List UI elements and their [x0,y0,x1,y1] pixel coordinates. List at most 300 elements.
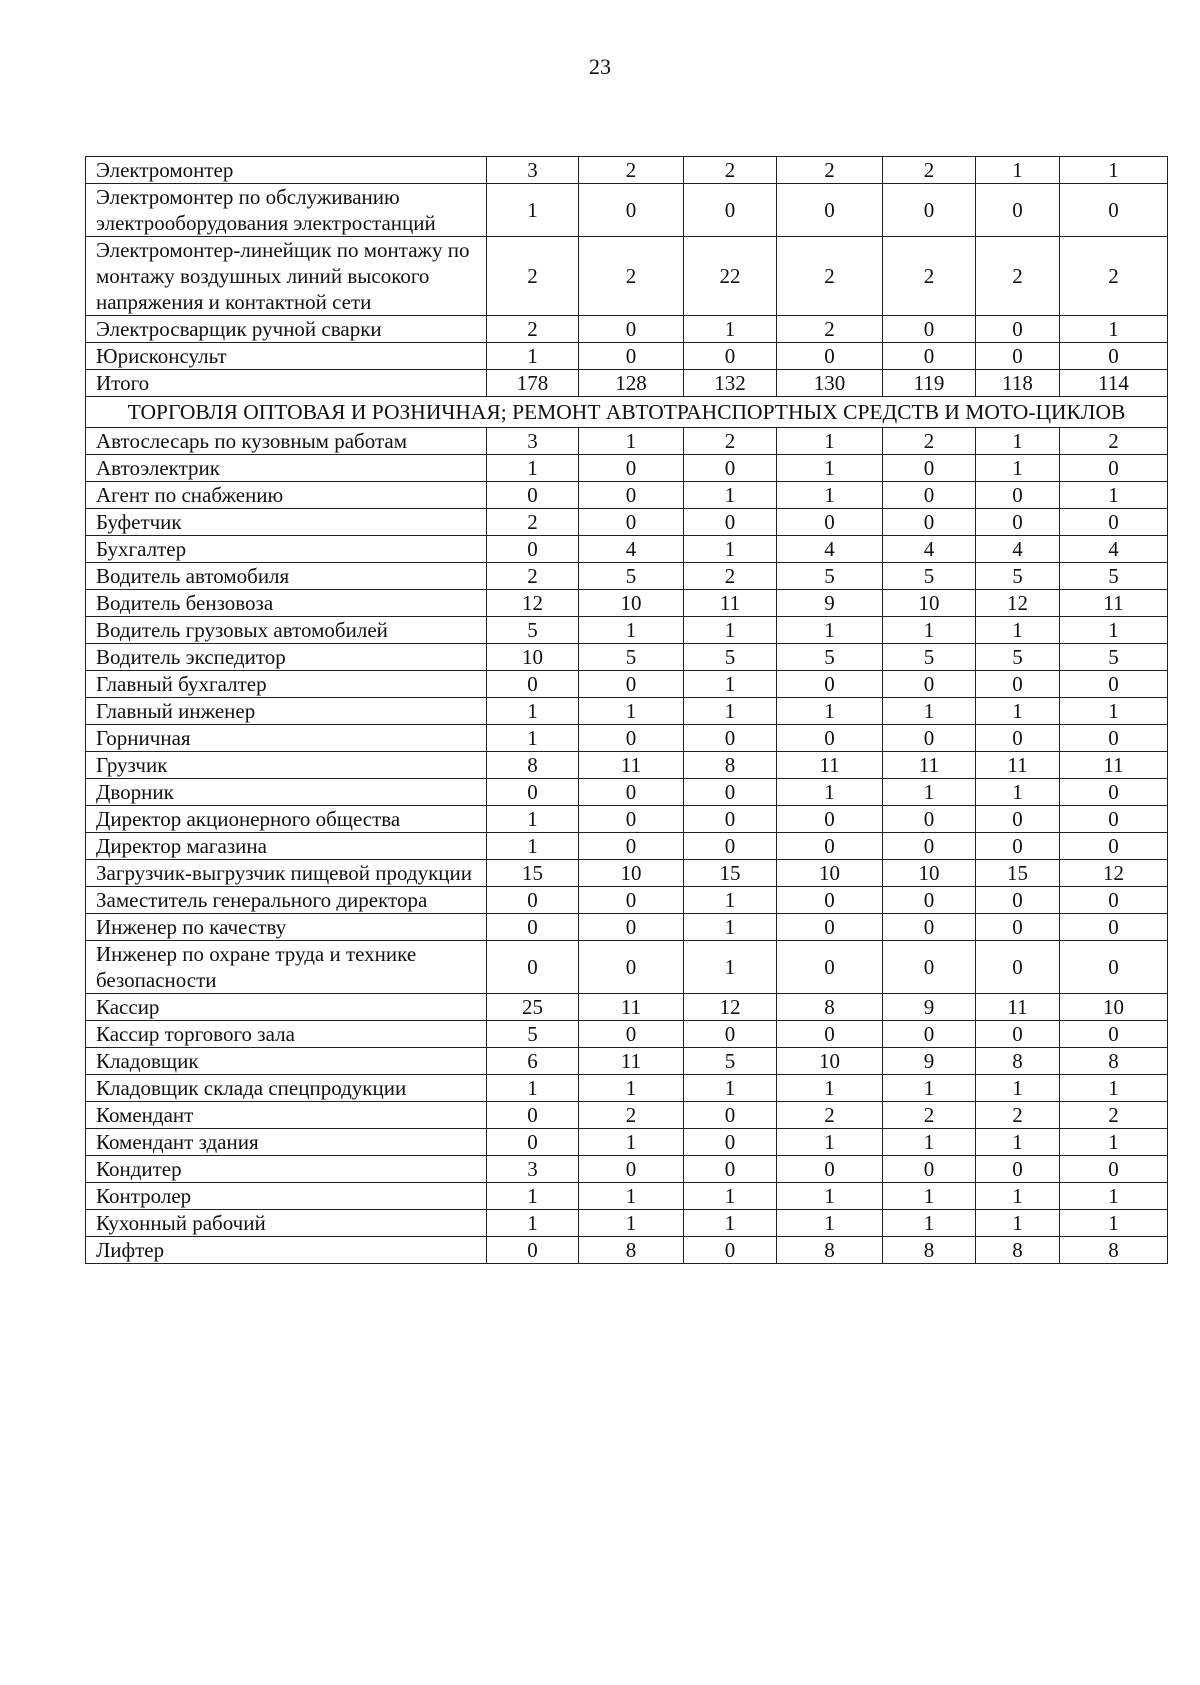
value-cell: 1 [1060,698,1168,725]
value-cell: 5 [883,563,976,590]
occupation-name: Кондитер [86,1156,487,1183]
occupation-name: Загрузчик-выгрузчик пищевой продукции [86,860,487,887]
value-cell: 2 [883,428,976,455]
value-cell: 0 [684,779,777,806]
value-cell: 8 [976,1048,1060,1075]
value-cell: 1 [487,698,579,725]
value-cell: 0 [579,482,684,509]
value-cell: 2 [883,1102,976,1129]
table-row [86,887,1168,914]
table-row [86,482,1168,509]
value-cell: 0 [777,806,883,833]
value-cell: 0 [579,343,684,370]
value-cell: 0 [777,343,883,370]
value-cell: 1 [684,941,777,994]
value-cell: 5 [777,563,883,590]
value-cell: 2 [777,237,883,316]
value-cell: 2 [777,1102,883,1129]
value-cell: 1 [976,1183,1060,1210]
section-title: ТОРГОВЛЯ ОПТОВАЯ И РОЗНИЧНАЯ; РЕМОНТ АВТОТРАНСПОРТНЫХ СРЕДСТВ И МОТО-ЦИКЛОВ [86,397,1168,428]
table-row [86,316,1168,343]
value-cell: 0 [1060,914,1168,941]
value-cell: 12 [976,590,1060,617]
occupation-name: Автослесарь по кузовным работам [86,428,487,455]
value-cell: 2 [777,316,883,343]
table-row [86,1183,1168,1210]
value-cell: 10 [883,860,976,887]
occupation-name: Электромонтер-линейщик по монтажу по монтажу воздушных линий высокого напряжения и контактной сети [86,237,487,316]
value-cell: 0 [684,1156,777,1183]
value-cell: 5 [487,1021,579,1048]
table-row [86,1210,1168,1237]
value-cell: 4 [976,536,1060,563]
value-cell: 8 [1060,1237,1168,1264]
value-cell: 2 [883,237,976,316]
value-cell: 0 [579,725,684,752]
value-cell: 1 [883,1075,976,1102]
value-cell: 0 [777,833,883,860]
occupation-name: Бухгалтер [86,536,487,563]
table-row [86,1021,1168,1048]
value-cell: 0 [684,806,777,833]
value-cell: 0 [684,509,777,536]
value-cell: 9 [883,1048,976,1075]
value-cell: 0 [777,671,883,698]
occupation-name: Электросварщик ручной сварки [86,316,487,343]
value-cell: 0 [684,184,777,237]
value-cell: 0 [579,914,684,941]
value-cell: 1 [487,184,579,237]
page-number: 23 [589,54,611,79]
value-cell: 1 [976,617,1060,644]
value-cell: 0 [579,509,684,536]
value-cell: 11 [976,994,1060,1021]
value-cell: 1 [579,698,684,725]
value-cell: 1 [579,1210,684,1237]
value-cell: 0 [1060,343,1168,370]
table-body-top [86,157,1168,397]
value-cell: 0 [976,509,1060,536]
value-cell: 0 [1060,725,1168,752]
table-row [86,1129,1168,1156]
value-cell: 3 [487,157,579,184]
table-row [86,725,1168,752]
value-cell: 0 [487,1237,579,1264]
value-cell: 0 [883,671,976,698]
occupation-name: Кладовщик [86,1048,487,1075]
value-cell: 1 [684,1210,777,1237]
value-cell: 119 [883,370,976,397]
value-cell: 0 [1060,941,1168,994]
value-cell: 8 [487,752,579,779]
occupation-name: Инженер по охране труда и технике безопасности [86,941,487,994]
value-cell: 5 [1060,563,1168,590]
value-cell: 1 [777,698,883,725]
value-cell: 2 [976,237,1060,316]
value-cell: 0 [976,343,1060,370]
value-cell: 0 [883,184,976,237]
value-cell: 8 [1060,1048,1168,1075]
table-row [86,941,1168,994]
value-cell: 4 [777,536,883,563]
value-cell: 1 [1060,1075,1168,1102]
value-cell: 2 [883,157,976,184]
value-cell: 0 [777,941,883,994]
table-row [86,509,1168,536]
value-cell: 1 [684,914,777,941]
value-cell: 6 [487,1048,579,1075]
table-row [86,833,1168,860]
value-cell: 25 [487,994,579,1021]
value-cell: 8 [777,1237,883,1264]
value-cell: 0 [579,455,684,482]
value-cell: 1 [579,1183,684,1210]
value-cell: 1 [976,455,1060,482]
value-cell: 0 [684,725,777,752]
value-cell: 0 [1060,671,1168,698]
occupation-name: Комендант [86,1102,487,1129]
value-cell: 0 [883,887,976,914]
value-cell: 1 [684,1183,777,1210]
occupation-name: Электромонтер по обслуживанию электрооборудования электростанций [86,184,487,237]
value-cell: 2 [487,509,579,536]
section-header [86,397,1168,428]
value-cell: 0 [1060,455,1168,482]
value-cell: 2 [684,157,777,184]
table-row [86,860,1168,887]
occupation-name: Горничная [86,725,487,752]
value-cell: 0 [883,833,976,860]
value-cell: 9 [777,590,883,617]
value-cell: 1 [1060,617,1168,644]
value-cell: 1 [777,1075,883,1102]
value-cell: 0 [883,1156,976,1183]
value-cell: 1 [883,698,976,725]
value-cell: 1 [976,1210,1060,1237]
value-cell: 0 [976,1021,1060,1048]
value-cell: 0 [777,725,883,752]
value-cell: 0 [487,887,579,914]
value-cell: 10 [777,1048,883,1075]
value-cell: 8 [976,1237,1060,1264]
table-row [86,1156,1168,1183]
occupation-name: Кладовщик склада спецпродукции [86,1075,487,1102]
value-cell: 2 [1060,1102,1168,1129]
value-cell: 0 [487,941,579,994]
value-cell: 0 [487,779,579,806]
value-cell: 2 [1060,428,1168,455]
value-cell: 0 [883,343,976,370]
value-cell: 1 [684,316,777,343]
value-cell: 0 [579,671,684,698]
value-cell: 8 [684,752,777,779]
value-cell: 0 [684,1237,777,1264]
value-cell: 0 [579,316,684,343]
occupation-name: Кассир торгового зала [86,1021,487,1048]
value-cell: 1 [976,779,1060,806]
value-cell: 0 [1060,806,1168,833]
value-cell: 0 [684,343,777,370]
value-cell: 2 [684,428,777,455]
value-cell: 0 [777,914,883,941]
value-cell: 5 [976,563,1060,590]
value-cell: 1 [1060,1183,1168,1210]
value-cell: 10 [487,644,579,671]
value-cell: 1 [487,1183,579,1210]
occupation-name: Итого [86,370,487,397]
value-cell: 1 [777,1210,883,1237]
value-cell: 11 [1060,752,1168,779]
value-cell: 15 [976,860,1060,887]
value-cell: 1 [976,698,1060,725]
value-cell: 11 [777,752,883,779]
occupation-name: Директор магазина [86,833,487,860]
value-cell: 2 [487,316,579,343]
table-row [86,157,1168,184]
table-row [86,536,1168,563]
value-cell: 1 [777,428,883,455]
value-cell: 1 [579,1075,684,1102]
value-cell: 0 [1060,779,1168,806]
table-row [86,1102,1168,1129]
value-cell: 0 [976,725,1060,752]
value-cell: 15 [487,860,579,887]
value-cell: 8 [777,994,883,1021]
value-cell: 0 [976,887,1060,914]
table-row [86,752,1168,779]
value-cell: 0 [976,671,1060,698]
value-cell: 0 [1060,887,1168,914]
occupation-name: Главный инженер [86,698,487,725]
value-cell: 0 [777,1021,883,1048]
value-cell: 2 [579,237,684,316]
value-cell: 12 [1060,860,1168,887]
table-row [86,1048,1168,1075]
table-row [86,644,1168,671]
value-cell: 0 [579,1021,684,1048]
value-cell: 2 [777,157,883,184]
value-cell: 22 [684,237,777,316]
value-cell: 0 [579,941,684,994]
value-cell: 1 [976,428,1060,455]
value-cell: 0 [579,779,684,806]
occupation-name: Водитель бензовоза [86,590,487,617]
value-cell: 2 [487,563,579,590]
occupation-name: Грузчик [86,752,487,779]
value-cell: 1 [883,1210,976,1237]
value-cell: 0 [684,455,777,482]
value-cell: 1 [777,455,883,482]
value-cell: 0 [579,1156,684,1183]
value-cell: 9 [883,994,976,1021]
value-cell: 1 [684,698,777,725]
value-cell: 0 [883,482,976,509]
value-cell: 2 [579,157,684,184]
value-cell: 1 [777,1129,883,1156]
occupation-name: Водитель экспедитор [86,644,487,671]
table-row [86,563,1168,590]
value-cell: 12 [487,590,579,617]
value-cell: 0 [883,455,976,482]
value-cell: 0 [487,536,579,563]
value-cell: 0 [684,1021,777,1048]
table-row [86,370,1168,397]
value-cell: 0 [579,887,684,914]
value-cell: 0 [487,914,579,941]
value-cell: 1 [684,887,777,914]
value-cell: 0 [1060,833,1168,860]
value-cell: 0 [976,184,1060,237]
value-cell: 12 [684,994,777,1021]
value-cell: 1 [684,536,777,563]
table-row [86,914,1168,941]
value-cell: 8 [579,1237,684,1264]
value-cell: 0 [777,509,883,536]
value-cell: 2 [487,237,579,316]
value-cell: 10 [777,860,883,887]
value-cell: 1 [883,1129,976,1156]
value-cell: 128 [579,370,684,397]
table-row [86,590,1168,617]
table-row [86,1237,1168,1264]
table-row [86,994,1168,1021]
table-row [86,806,1168,833]
occupation-name: Кассир [86,994,487,1021]
value-cell: 1 [777,1183,883,1210]
value-cell: 1 [684,617,777,644]
table-row [86,617,1168,644]
value-cell: 0 [579,806,684,833]
value-cell: 0 [976,941,1060,994]
value-cell: 0 [777,184,883,237]
table-row [86,671,1168,698]
occupation-name: Комендант здания [86,1129,487,1156]
occupation-name: Заместитель генерального директора [86,887,487,914]
value-cell: 1 [777,482,883,509]
value-cell: 0 [579,833,684,860]
value-cell: 0 [684,1102,777,1129]
value-cell: 0 [976,1156,1060,1183]
value-cell: 0 [1060,184,1168,237]
table-row [86,428,1168,455]
value-cell: 0 [976,914,1060,941]
value-cell: 0 [1060,1021,1168,1048]
table-row [86,455,1168,482]
occupation-name: Кухонный рабочий [86,1210,487,1237]
value-cell: 11 [579,1048,684,1075]
value-cell: 0 [487,1102,579,1129]
table-row [86,343,1168,370]
value-cell: 11 [684,590,777,617]
value-cell: 11 [883,752,976,779]
value-cell: 0 [777,1156,883,1183]
table-row [86,237,1168,316]
value-cell: 1 [487,806,579,833]
value-cell: 1 [1060,157,1168,184]
occupation-name: Инженер по качеству [86,914,487,941]
value-cell: 1 [487,833,579,860]
value-cell: 0 [883,1021,976,1048]
value-cell: 3 [487,428,579,455]
value-cell: 5 [579,644,684,671]
value-cell: 5 [684,1048,777,1075]
value-cell: 0 [976,806,1060,833]
occupation-name: Директор акционерного общества [86,806,487,833]
value-cell: 1 [684,1075,777,1102]
value-cell: 1 [487,455,579,482]
value-cell: 11 [1060,590,1168,617]
value-cell: 132 [684,370,777,397]
value-cell: 1 [684,671,777,698]
value-cell: 1 [579,1129,684,1156]
value-cell: 5 [883,644,976,671]
value-cell: 10 [883,590,976,617]
value-cell: 1 [1060,482,1168,509]
value-cell: 4 [579,536,684,563]
value-cell: 0 [976,833,1060,860]
value-cell: 0 [487,482,579,509]
value-cell: 2 [1060,237,1168,316]
occupation-name: Агент по снабжению [86,482,487,509]
value-cell: 5 [1060,644,1168,671]
value-cell: 10 [1060,994,1168,1021]
occupation-name: Юрисконсульт [86,343,487,370]
occupation-name: Главный бухгалтер [86,671,487,698]
value-cell: 130 [777,370,883,397]
value-cell: 1 [579,428,684,455]
value-cell: 0 [579,184,684,237]
occupation-name: Водитель грузовых автомобилей [86,617,487,644]
value-cell: 0 [883,941,976,994]
value-cell: 4 [1060,536,1168,563]
value-cell: 1 [777,617,883,644]
value-cell: 0 [883,806,976,833]
occupation-name: Электромонтер [86,157,487,184]
value-cell: 5 [684,644,777,671]
value-cell: 1 [1060,1210,1168,1237]
value-cell: 1 [777,779,883,806]
occupation-name: Лифтер [86,1237,487,1264]
table-body-section [86,428,1168,1264]
value-cell: 0 [883,725,976,752]
value-cell: 1 [684,482,777,509]
value-cell: 0 [684,833,777,860]
value-cell: 15 [684,860,777,887]
value-cell: 1 [976,157,1060,184]
value-cell: 11 [976,752,1060,779]
value-cell: 0 [487,1129,579,1156]
table-row [86,779,1168,806]
table-row [86,184,1168,237]
value-cell: 1 [487,343,579,370]
value-cell: 10 [579,860,684,887]
occupation-name: Автоэлектрик [86,455,487,482]
value-cell: 2 [684,563,777,590]
table-row [86,1075,1168,1102]
vacancy-table [85,156,1168,1264]
value-cell: 0 [976,316,1060,343]
value-cell: 1 [883,617,976,644]
value-cell: 1 [487,725,579,752]
value-cell: 0 [777,887,883,914]
occupation-name: Контролер [86,1183,487,1210]
occupation-name: Дворник [86,779,487,806]
value-cell: 114 [1060,370,1168,397]
value-cell: 8 [883,1237,976,1264]
value-cell: 1 [976,1075,1060,1102]
value-cell: 2 [579,1102,684,1129]
value-cell: 5 [777,644,883,671]
